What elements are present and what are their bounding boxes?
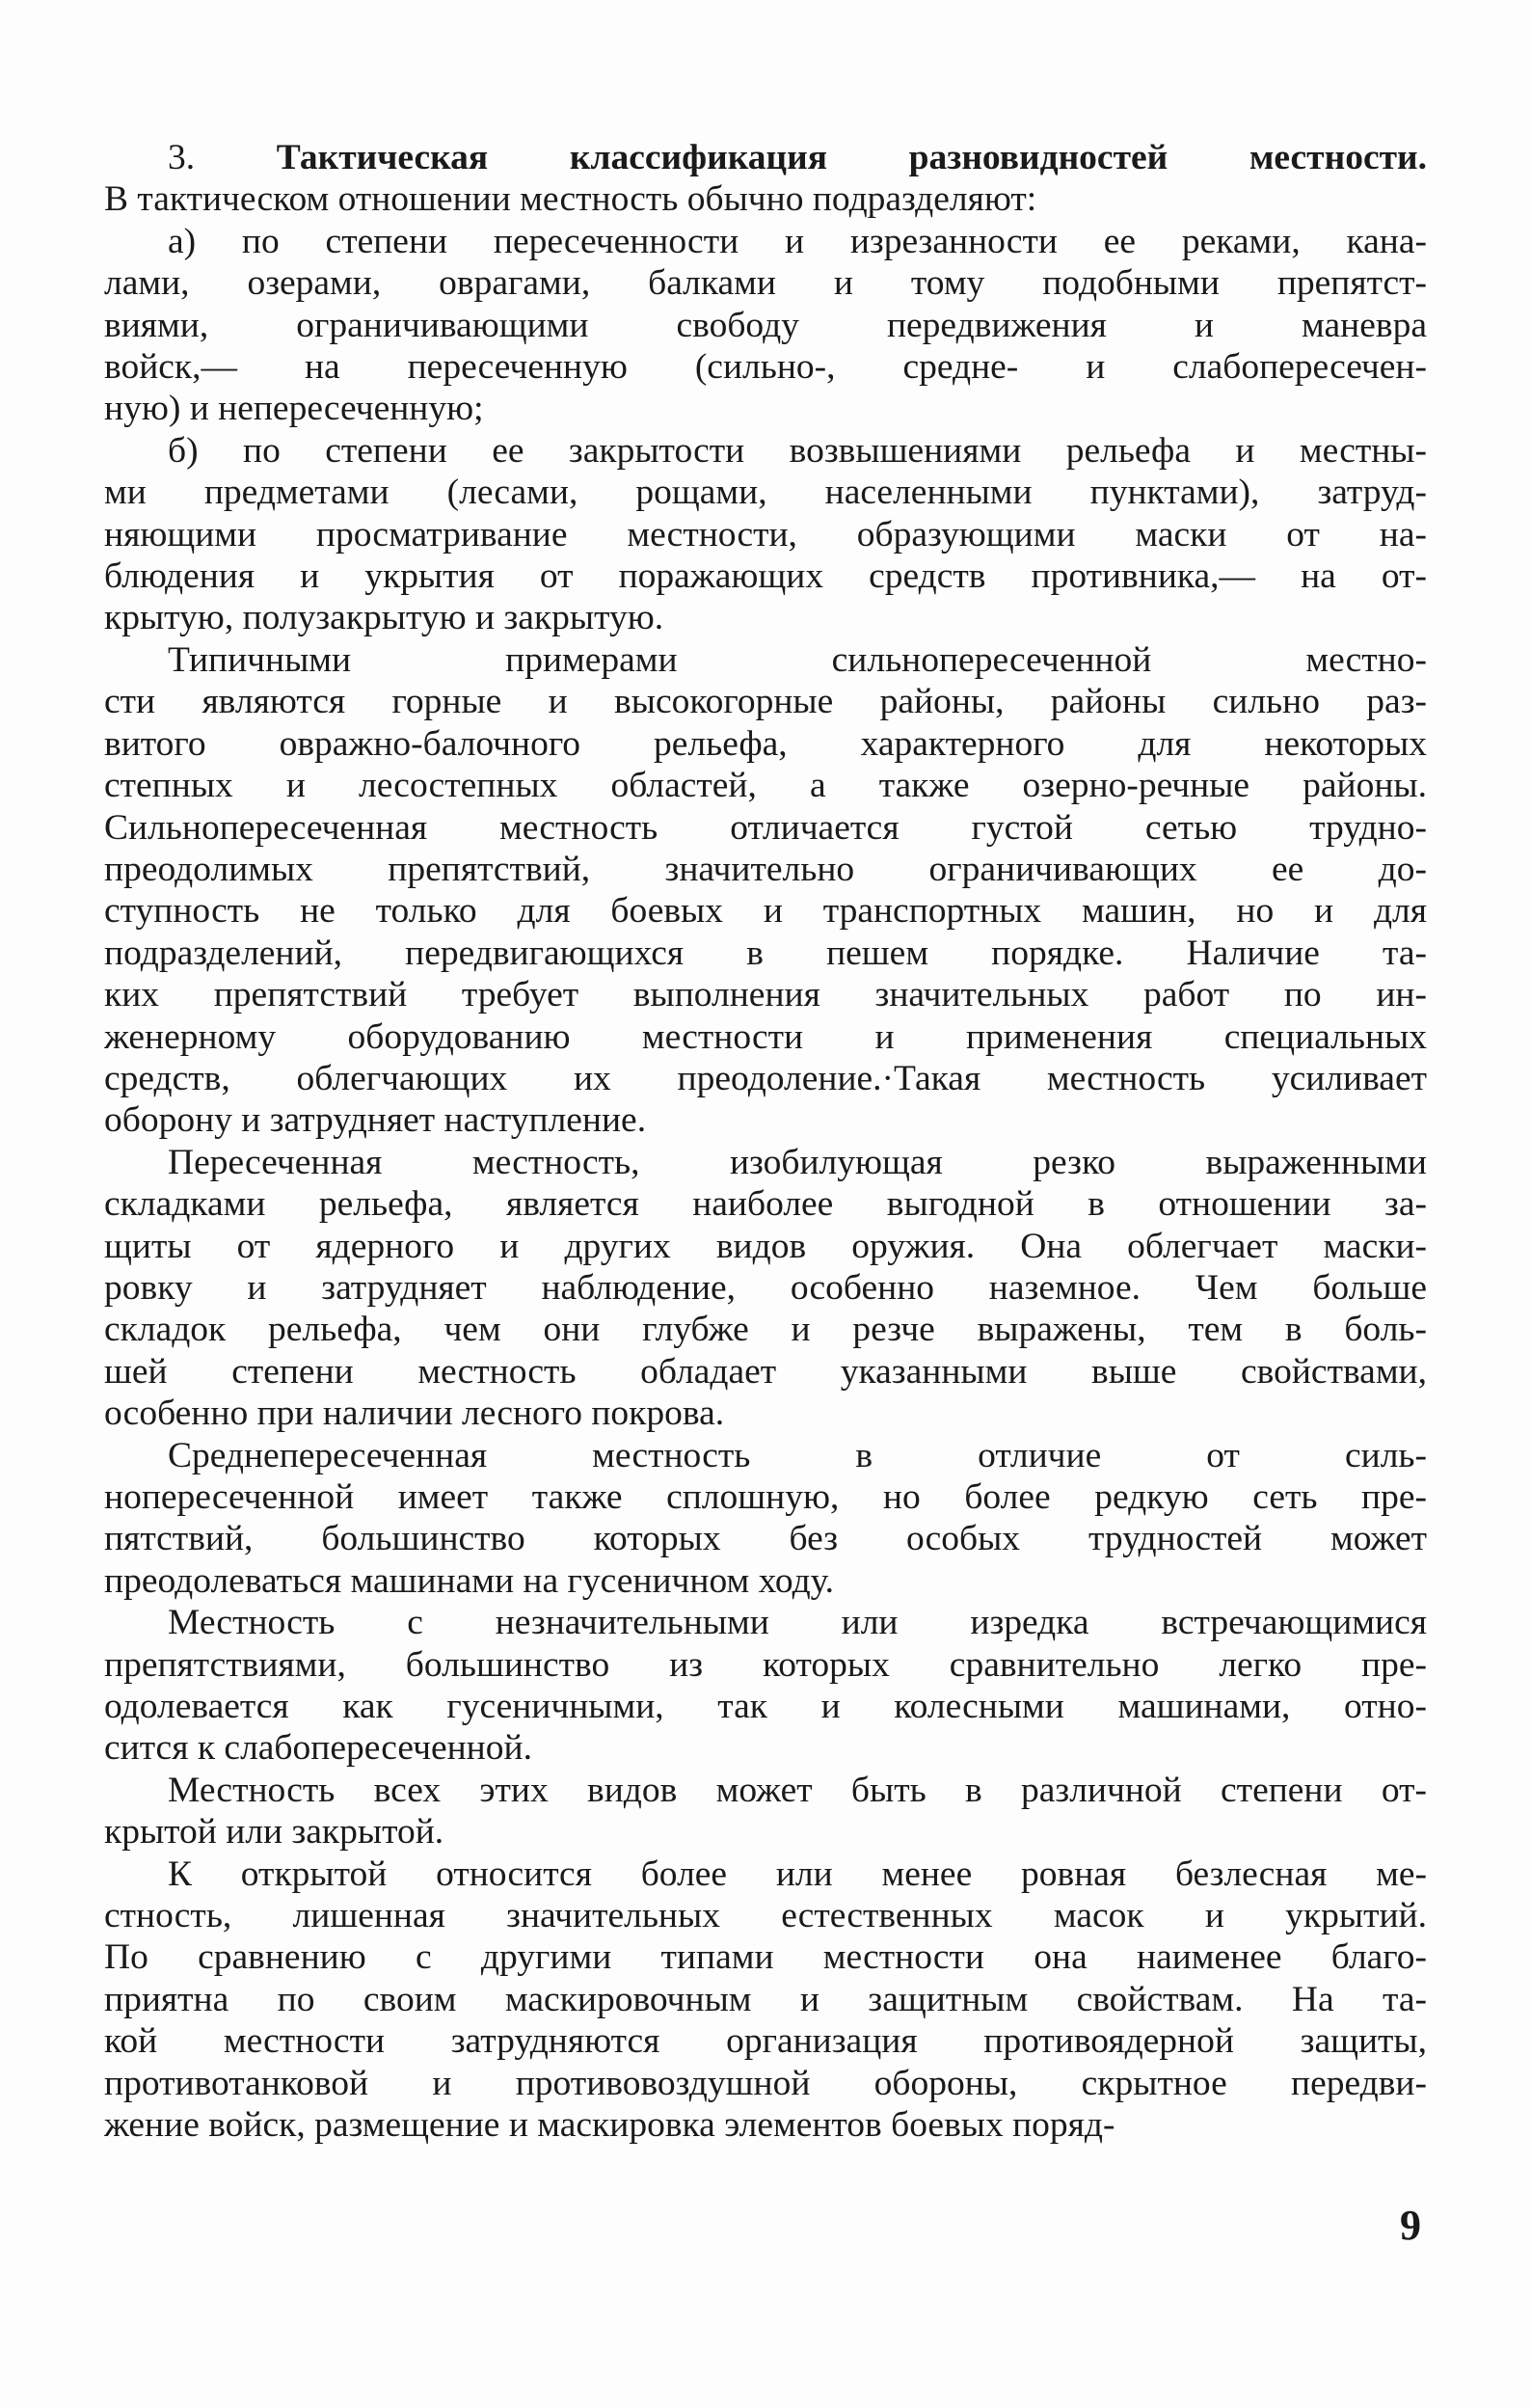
paragraph-p6: [104, 1435, 1427, 1603]
text-line: Местность всех этих видов может быть в различной степени от-: [168, 1770, 1427, 1810]
text-line: препятствиями, большинство из которых сравнительно легко пре-: [104, 1644, 1427, 1685]
text-line: щиты от ядерного и других видов оружия. Она облегчает маски-: [104, 1226, 1427, 1266]
text-line: противотанковой и противовоздушной обороны, скрытное передви-: [104, 2063, 1427, 2103]
text-line: По сравнению с другими типами местности она наименее благо-: [104, 1937, 1427, 1978]
paragraph-p2: [104, 221, 1427, 430]
text-line: ступность не только для боевых и транспортных машин, но и для: [104, 891, 1427, 932]
text-line: преодолимых препятствий, значительно ограничивающих ее до-: [104, 849, 1427, 889]
text-line: Типичными примерами сильнопересеченной местно-: [168, 639, 1427, 680]
paragraph-p9: [104, 1853, 1427, 2147]
paragraph-p4: [104, 639, 1427, 1142]
text-line: складок рельефа, чем они глубже и резче выражены, тем в боль-: [104, 1310, 1427, 1350]
text-line: нопересеченной имеет также сплошную, но более редкую сеть пре-: [104, 1477, 1427, 1517]
text-line: Среднепересеченная местность в отличие от силь-: [168, 1435, 1427, 1475]
text-line: В тактическом отношении местность обычно подразделяют:: [104, 179, 1037, 220]
text-line: ми предметами (лесами, рощами, населенными пунктами), затруд-: [104, 473, 1427, 513]
text-line: Пересеченная местность, изобилующая резко выраженными: [168, 1142, 1427, 1182]
text-line: пятствий, большинство которых без особых трудностей может: [104, 1519, 1427, 1559]
text-line: витого овражно-балочного рельефа, характерного для некоторых: [104, 723, 1427, 764]
text-line: виями, ограничивающими свободу передвижения и маневра: [104, 305, 1427, 345]
text-line: б) по степени ее закрытости возвышениями рельефа и местны-: [168, 430, 1427, 471]
text-line: жение войск, размещение и маскировка элементов боевых поряд-: [104, 2105, 1115, 2146]
text-line: особенно при наличии лесного покрова.: [104, 1393, 725, 1434]
text-line: приятна по своим маскировочным и защитным свойствам. На та-: [104, 1979, 1427, 2019]
text-line: ровку и затрудняет наблюдение, особенно наземное. Чем больше: [104, 1267, 1427, 1308]
text-line: лами, озерами, оврагами, балками и тому подобными препятст-: [104, 263, 1427, 304]
paragraph-p1: [104, 178, 1427, 220]
text-line: оборону и затрудняет наступление.: [104, 1100, 647, 1141]
text-line: складками рельефа, является наиболее выгодной в отношении за-: [104, 1184, 1427, 1225]
text-line: сти являются горные и высокогорные районы, районы сильно раз-: [104, 682, 1427, 722]
text-line: сится к слабопересеченной.: [104, 1728, 532, 1769]
text-line: женерному оборудованию местности и применения специальных: [104, 1016, 1427, 1057]
text-line: преодолеваться машинами на гусеничном ходу.: [104, 1560, 835, 1601]
text-line: крытую, полузакрытую и закрытую.: [104, 598, 664, 638]
text-line: Сильнопересеченная местность отличается густой сетью трудно-: [104, 807, 1427, 848]
page-text: [104, 137, 1427, 2147]
text-line: войск,— на пересеченную (сильно-, средне- и слабопересечен-: [104, 347, 1427, 388]
text-line: а) по степени пересеченности и изрезанности ее реками, кана-: [168, 221, 1427, 261]
text-line: крытой или закрытой.: [104, 1812, 444, 1853]
section-number: 3.: [168, 138, 196, 177]
text-line: средств, облегчающих их преодоление.·Такая местность усиливает: [104, 1058, 1427, 1098]
paragraph-p5: [104, 1142, 1427, 1435]
text-line: степных и лесостепных областей, а также озерно-речные районы.: [104, 766, 1427, 806]
text-line: одолевается как гусеничными, так и колесными машинами, отно-: [104, 1687, 1427, 1727]
text-line: стность, лишенная значительных естественных масок и укрытий.: [104, 1896, 1427, 1936]
text-line: блюдения и укрытия от поражающих средств противника,— на от-: [104, 556, 1427, 597]
paragraph-p8: [104, 1770, 1427, 1853]
text-line: ких препятствий требует выполнения значительных работ по ин-: [104, 975, 1427, 1015]
text-line: ную) и непересеченную;: [104, 389, 484, 429]
text-line: К открытой относится более или менее ровная безлесная ме-: [168, 1853, 1427, 1894]
text-line: кой местности затрудняются организация противоядерной защиты,: [104, 2021, 1427, 2062]
paragraph-p7: [104, 1602, 1427, 1770]
section-heading: [104, 137, 1427, 178]
text-line: Местность с незначительными или изредка встречающимися: [168, 1603, 1427, 1643]
text-line: подразделений, передвигающихся в пешем порядке. Наличие та-: [104, 933, 1427, 973]
paragraph-p3: [104, 430, 1427, 639]
page-number: 9: [1400, 2202, 1421, 2249]
text-line: шей степени местность обладает указанными выше свойствами,: [104, 1351, 1427, 1392]
section-title: Тактическая классификация разновидностей местности.: [276, 138, 1428, 177]
text-line: няющими просматривание местности, образующими маски от на-: [104, 514, 1427, 555]
